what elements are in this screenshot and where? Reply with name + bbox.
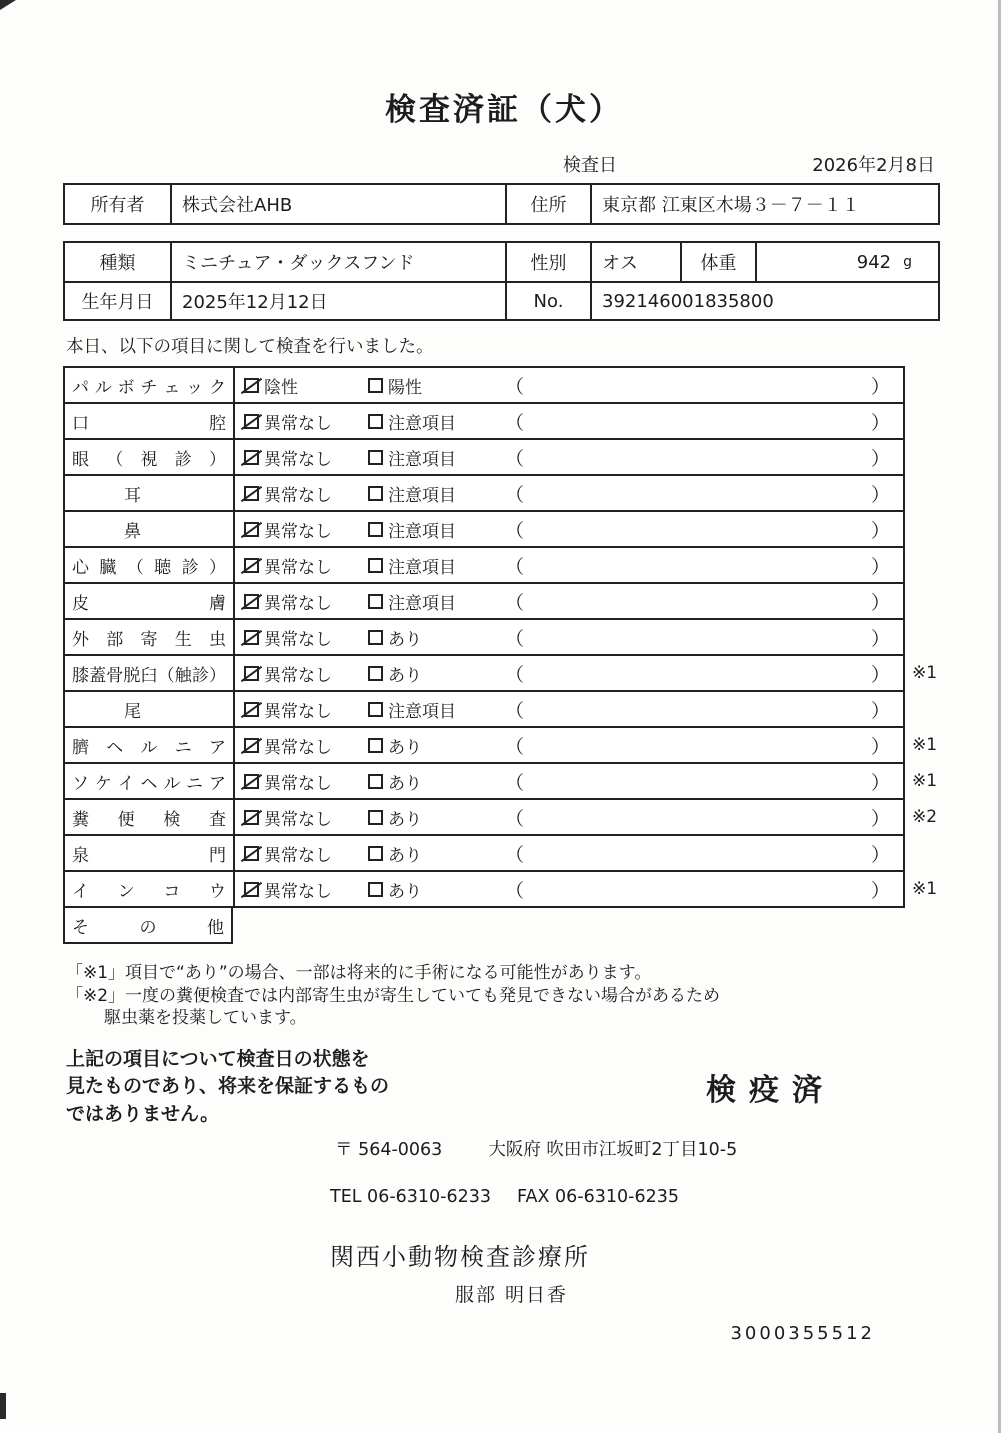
ng-option-label: あり	[388, 737, 422, 758]
result-option-ng	[368, 692, 498, 726]
label-char: 診	[191, 665, 209, 686]
result-option-ok	[235, 368, 368, 402]
label-char: ケ	[94, 773, 112, 794]
checklist-item-label	[65, 404, 235, 438]
ok-option-label: 異常なし	[264, 593, 332, 614]
label-char: 診	[181, 557, 199, 578]
checklist-item-label	[65, 656, 235, 690]
label-char: 鼻	[124, 521, 141, 542]
label-char: 臓	[99, 557, 117, 578]
label-char: 虫	[209, 629, 226, 650]
label-char: 膚	[209, 593, 226, 614]
checklist-row	[63, 798, 938, 836]
paren-close: ）	[870, 627, 890, 650]
unchecked-checkbox[interactable]	[368, 486, 383, 501]
footnotes	[66, 962, 1008, 1030]
paren-close: ）	[870, 663, 890, 686]
unchecked-checkbox[interactable]	[368, 594, 383, 609]
checklist-row	[63, 654, 938, 692]
checklist-item-label	[63, 906, 233, 944]
paren-close: ）	[870, 519, 890, 542]
paren-close: ）	[870, 771, 890, 794]
label-char: 心	[72, 557, 89, 578]
findings-field	[498, 476, 903, 510]
weight-number: 942	[856, 251, 892, 273]
unchecked-checkbox[interactable]	[368, 702, 383, 717]
ng-option-label: 注意項目	[388, 521, 456, 542]
result-option-ng	[368, 764, 498, 798]
result-option-ng	[368, 800, 498, 834]
breed-label: 種類	[65, 243, 172, 281]
label-char: 耳	[124, 485, 141, 506]
veterinarian-name: 服部 明日香	[455, 1284, 569, 1307]
label-char: 臍	[72, 737, 89, 758]
ok-option-label: 異常なし	[264, 665, 332, 686]
result-option-ng	[368, 548, 498, 582]
ng-option-label: あり	[388, 629, 422, 650]
result-option-ok	[235, 656, 368, 690]
checklist-item-label	[65, 548, 235, 582]
owner-table	[63, 183, 940, 225]
ng-option-label: 注意項目	[388, 557, 456, 578]
checklist-table	[63, 366, 938, 944]
paren-close: ）	[870, 447, 890, 470]
scan-artifact-edge	[998, 0, 1001, 1433]
result-option-ok	[235, 872, 368, 906]
unchecked-checkbox[interactable]	[368, 378, 383, 393]
findings-field	[498, 620, 903, 654]
label-char: ソ	[72, 773, 89, 794]
checked-checkbox[interactable]	[244, 486, 259, 501]
paren-open: （	[505, 663, 525, 686]
paren-open: （	[505, 879, 525, 902]
label-char: ェ	[163, 377, 181, 398]
checklist-row	[63, 474, 905, 512]
disclaimer-line-3: ではありません。	[66, 1102, 220, 1125]
checklist-row	[63, 906, 905, 944]
label-char: 糞	[72, 809, 89, 830]
label-char: ク	[208, 377, 226, 398]
weight-label: 体重	[682, 243, 757, 281]
footnote-2: 「※2」一度の糞便検査では内部寄生虫が寄生していても発見できない場合があるため	[66, 985, 721, 1006]
label-char: 査	[208, 809, 226, 830]
checked-checkbox[interactable]	[244, 414, 259, 429]
owner-value: 株式会社AHB	[172, 185, 507, 223]
checklist-item-label	[65, 800, 235, 834]
ng-option-label: 注意項目	[388, 593, 456, 614]
paren-open: （	[505, 807, 525, 830]
address-label: 住所	[507, 185, 592, 223]
checked-checkbox[interactable]	[244, 702, 259, 717]
paren-open: （	[505, 483, 525, 506]
footnote-mark: ※1	[912, 771, 938, 791]
unchecked-checkbox[interactable]	[368, 882, 383, 897]
result-option-ok	[235, 836, 368, 870]
label-char: ボ	[117, 377, 135, 398]
ng-option-label: 注意項目	[388, 701, 456, 722]
ng-option-label: あり	[388, 845, 422, 866]
result-option-ng	[368, 404, 498, 438]
breed-row	[65, 243, 938, 281]
inspection-date-row	[63, 151, 935, 177]
unchecked-checkbox[interactable]	[368, 846, 383, 861]
ok-option-label: 異常なし	[264, 845, 332, 866]
ng-option-label: あり	[388, 881, 422, 902]
paren-close: ）	[870, 555, 890, 578]
label-char: 泉	[72, 845, 89, 866]
findings-field	[498, 656, 903, 690]
checklist-item-label	[65, 476, 235, 510]
result-option-ok	[235, 692, 368, 726]
label-char: ン	[117, 881, 135, 902]
label-char: 診	[174, 449, 192, 470]
label-char: ッ	[186, 377, 204, 398]
result-option-ok	[235, 476, 368, 510]
checklist-row	[63, 870, 938, 908]
findings-field	[498, 368, 903, 402]
checklist-row	[63, 510, 905, 548]
label-char: そ	[72, 917, 89, 938]
ok-option-label: 異常なし	[264, 701, 332, 722]
checklist-item-label	[65, 620, 235, 654]
checklist-row	[63, 834, 905, 872]
findings-field	[498, 836, 903, 870]
label-char: 蓋	[89, 665, 107, 686]
label-char: ア	[208, 773, 226, 794]
owner-row	[65, 185, 938, 223]
ok-option-label: 異常なし	[264, 737, 332, 758]
ng-option-label: 注意項目	[388, 485, 456, 506]
ok-option-label: 異常なし	[264, 629, 332, 650]
label-char: ル	[163, 773, 181, 794]
result-option-ng	[368, 368, 498, 402]
owner-label: 所有者	[65, 185, 172, 223]
label-char: 便	[117, 809, 135, 830]
checklist-item-label	[65, 764, 235, 798]
checklist-row	[63, 402, 905, 440]
footnote-mark: ※1	[912, 879, 938, 899]
ng-option-label: 注意項目	[388, 449, 456, 470]
disclaimer-line-2: 見たものであり、将来を保証するもの	[66, 1075, 390, 1098]
ng-option-label: 陽性	[388, 377, 422, 398]
checklist-item-label	[65, 836, 235, 870]
checked-checkbox[interactable]	[244, 666, 259, 681]
label-char: パ	[72, 377, 89, 398]
result-option-ok	[235, 584, 368, 618]
paren-open: （	[505, 843, 525, 866]
unchecked-checkbox[interactable]	[368, 630, 383, 645]
ok-option-label: 異常なし	[264, 521, 332, 542]
no-label: No.	[507, 283, 592, 319]
checked-checkbox[interactable]	[244, 738, 259, 753]
checklist-row	[63, 546, 905, 584]
sex-label: 性別	[507, 243, 592, 281]
birth-value: 2025年12月12日	[172, 283, 507, 319]
result-option-ng	[368, 728, 498, 762]
paren-close: ）	[870, 843, 890, 866]
findings-field	[498, 728, 903, 762]
paren-close: ）	[870, 375, 890, 398]
label-char: （	[126, 557, 144, 578]
unchecked-checkbox[interactable]	[368, 666, 383, 681]
scan-artifact-mark	[0, 1393, 6, 1419]
result-option-ng	[368, 620, 498, 654]
findings-field	[498, 692, 903, 726]
checked-checkbox[interactable]	[244, 558, 259, 573]
inspection-date-label: 検査日	[563, 155, 617, 176]
paren-open: （	[505, 519, 525, 542]
ok-option-label: 異常なし	[264, 485, 332, 506]
checked-checkbox[interactable]	[244, 450, 259, 465]
ok-option-label: 異常なし	[264, 449, 332, 470]
paren-open: （	[505, 375, 525, 398]
footnote-2-cont: 駆虫薬を投薬しています。	[104, 1008, 307, 1029]
checklist-row	[63, 726, 938, 764]
inspection-date-value: 2026年2月8日	[812, 155, 935, 176]
findings-field	[498, 548, 903, 582]
checked-checkbox[interactable]	[244, 630, 259, 645]
label-char: 骨	[106, 665, 124, 686]
label-char: の	[139, 917, 157, 938]
paren-close: ）	[870, 879, 890, 902]
paren-open: （	[505, 411, 525, 434]
checklist-item-label	[65, 728, 235, 762]
result-option-ok	[235, 728, 368, 762]
paren-open: （	[505, 735, 525, 758]
ng-option-label: あり	[388, 773, 422, 794]
result-option-ok	[235, 800, 368, 834]
serial-number: 3000355512	[730, 1323, 875, 1345]
label-char: （	[106, 449, 124, 470]
findings-field	[498, 800, 903, 834]
checklist-item-label	[65, 692, 235, 726]
paren-open: （	[505, 447, 525, 470]
checked-checkbox[interactable]	[244, 810, 259, 825]
checked-checkbox[interactable]	[244, 522, 259, 537]
intro-text: 本日、以下の項目に関して検査を行いました。	[66, 337, 434, 357]
clinic-address-line	[335, 1136, 1008, 1161]
result-option-ng	[368, 836, 498, 870]
footnote-1: 「※1」項目で“あり”の場合、一部は将来的に手術になる可能性があります。	[66, 963, 652, 983]
checklist-item-label	[65, 512, 235, 546]
checked-checkbox[interactable]	[244, 774, 259, 789]
address-value: 東京都 江東区木場３－７－１１	[602, 195, 860, 216]
footnote-mark: ※2	[912, 807, 938, 827]
unchecked-checkbox[interactable]	[368, 450, 383, 465]
findings-field	[498, 584, 903, 618]
fax-number: FAX 06-6310-6235	[517, 1187, 679, 1208]
birth-label: 生年月日	[65, 283, 172, 319]
paren-close: ）	[870, 807, 890, 830]
sex-value: オス	[592, 243, 682, 281]
paren-open: （	[505, 699, 525, 722]
ok-option-label: 異常なし	[264, 773, 332, 794]
findings-field	[498, 440, 903, 474]
disclaimer-stamp-row	[66, 1046, 1008, 1129]
result-option-ng	[368, 476, 498, 510]
postal-code: 〒 564-0063	[335, 1140, 443, 1161]
paren-open: （	[505, 771, 525, 794]
paren-close: ）	[870, 483, 890, 506]
page-title: 検査済証（犬）	[385, 92, 623, 128]
paren-open: （	[505, 627, 525, 650]
label-char: チ	[140, 377, 158, 398]
paren-close: ）	[870, 591, 890, 614]
label-char: 皮	[72, 593, 89, 614]
weight-unit: g	[903, 254, 912, 270]
label-char: ウ	[208, 881, 226, 902]
label-char: 口	[72, 413, 89, 434]
footnote-mark: ※1	[912, 663, 938, 683]
paren-close: ）	[870, 411, 890, 434]
paren-close: ）	[870, 699, 890, 722]
checklist-item-label	[65, 368, 235, 402]
clinic-contact-line	[330, 1187, 1008, 1207]
label-char: 生	[174, 629, 192, 650]
clinic-address: 大阪府 吹田市江坂町2丁目10-5	[488, 1140, 738, 1161]
result-option-ok	[235, 512, 368, 546]
unchecked-checkbox[interactable]	[368, 522, 383, 537]
ok-option-label: 異常なし	[264, 413, 332, 434]
label-char: ）	[209, 665, 226, 686]
label-char: イ	[117, 773, 135, 794]
label-char: 門	[209, 845, 226, 866]
label-char: 触	[174, 665, 192, 686]
no-value: 392146001835800	[602, 290, 774, 312]
ok-option-label: 異常なし	[264, 557, 332, 578]
label-char: 寄	[140, 629, 158, 650]
findings-field	[498, 872, 903, 906]
label-char: 部	[106, 629, 124, 650]
unchecked-checkbox[interactable]	[368, 414, 383, 429]
result-option-ok	[235, 548, 368, 582]
result-option-ng	[368, 584, 498, 618]
unchecked-checkbox[interactable]	[368, 738, 383, 753]
checklist-row	[63, 366, 905, 404]
label-char: 他	[207, 917, 224, 938]
animal-table	[63, 241, 940, 321]
clinic-name: 関西小動物検査診療所	[330, 1243, 590, 1272]
label-char: ヘ	[106, 737, 124, 758]
checked-checkbox[interactable]	[244, 378, 259, 393]
checklist-row	[63, 438, 905, 476]
checklist-item-label	[65, 584, 235, 618]
label-char: ）	[208, 557, 226, 578]
result-option-ok	[235, 440, 368, 474]
label-char: ル	[94, 377, 112, 398]
ng-option-label: あり	[388, 665, 422, 686]
label-char: （	[157, 665, 175, 686]
label-char: ヘ	[140, 773, 158, 794]
label-char: ア	[209, 737, 226, 758]
paren-close: ）	[870, 735, 890, 758]
result-option-ok	[235, 404, 368, 438]
result-option-ng	[368, 872, 498, 906]
quarantine-stamp: 検疫済	[706, 1073, 835, 1109]
label-char: 臼	[140, 665, 158, 686]
checklist-item-label	[65, 440, 235, 474]
label-char: 視	[140, 449, 158, 470]
birth-row	[65, 281, 938, 319]
label-char: ル	[140, 737, 158, 758]
checklist-row	[63, 618, 905, 656]
result-option-ng	[368, 440, 498, 474]
label-char: 腔	[209, 413, 226, 434]
unchecked-checkbox[interactable]	[368, 774, 383, 789]
label-char: 脱	[123, 665, 141, 686]
result-option-ng	[368, 656, 498, 690]
label-char: 検	[163, 809, 181, 830]
checked-checkbox[interactable]	[244, 882, 259, 897]
label-char: ニ	[186, 773, 204, 794]
result-option-ok	[235, 764, 368, 798]
paren-open: （	[505, 591, 525, 614]
ok-option-label: 異常なし	[264, 881, 332, 902]
label-char: 聴	[154, 557, 172, 578]
ng-option-label: 注意項目	[388, 413, 456, 434]
checked-checkbox[interactable]	[244, 846, 259, 861]
label-char: 膝	[72, 665, 89, 686]
label-char: 尾	[124, 701, 141, 722]
breed-value: ミニチュア・ダックスフンド	[172, 243, 507, 281]
checklist-row	[63, 690, 905, 728]
findings-field	[498, 512, 903, 546]
disclaimer-line-1: 上記の項目について検査日の状態を	[66, 1047, 370, 1070]
label-char: コ	[163, 881, 181, 902]
result-option-ng	[368, 512, 498, 546]
checked-checkbox[interactable]	[244, 594, 259, 609]
ok-option-label: 陰性	[264, 377, 298, 398]
paren-open: （	[505, 555, 525, 578]
weight-value	[757, 243, 938, 281]
label-char: ニ	[174, 737, 192, 758]
tel-number: TEL 06-6310-6233	[330, 1187, 492, 1208]
checklist-row	[63, 582, 905, 620]
findings-field	[498, 764, 903, 798]
ng-option-label: あり	[388, 809, 422, 830]
label-char: イ	[72, 881, 89, 902]
ok-option-label: 異常なし	[264, 809, 332, 830]
checklist-row	[63, 762, 938, 800]
result-option-ok	[235, 620, 368, 654]
disclaimer-text	[66, 1046, 458, 1129]
unchecked-checkbox[interactable]	[368, 558, 383, 573]
checklist-item-label	[65, 872, 235, 906]
label-char: ）	[209, 449, 226, 470]
label-char: 眼	[72, 449, 89, 470]
label-char: 外	[72, 629, 89, 650]
findings-field	[498, 404, 903, 438]
unchecked-checkbox[interactable]	[368, 810, 383, 825]
footnote-mark: ※1	[912, 735, 938, 755]
